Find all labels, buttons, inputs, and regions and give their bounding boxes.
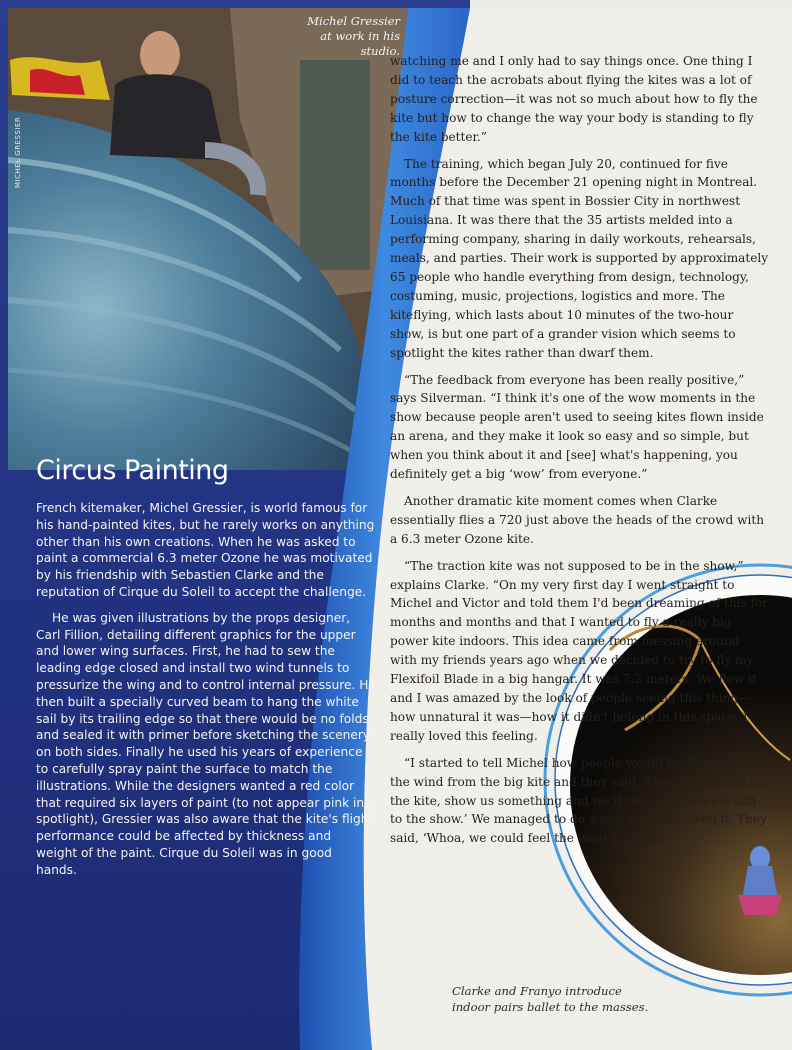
article-paragraph: “The traction kite was not supposed to be in the show,” explains Clarke. “On my very first day I went straight to Michel and Victor and told them I'd been dreaming of this for months and months and that I wanted to fly a really big power kite indoors. This idea came from messing around with my friends years ago when we decided to try to fly my Flexifoil Blade in a big hangar. It was 7.2 meters. We flew it and I was amazed by the look of people seeing this thing—how unnatural it was—how it didn't belong in this space. I really loved this feeling. xyxy=(390,558,769,743)
photo-credit-text: MICHEL GRESSIER xyxy=(14,116,22,188)
photo-caption-top: Michel Gressier at work in his studio. xyxy=(307,14,400,58)
article-paragraph: “The feedback from everyone has been really positive,” says Silverman. “I think it's one of the wow moments in the show because people aren't used to seeing kites flown inside an arena, and they make it look so easy and so simple, but when you think about it and [see] what's happening, you definitely get a big ‘wow’ from everyone.” xyxy=(390,372,764,482)
article-paragraph: Another dramatic kite moment comes when Clarke essentially flies a 720 just above the heads of the crowd with a 6.3 meter Ozone kite. xyxy=(390,493,764,546)
article-paragraph: “I started to tell Michel how people would be able to feel the wind from the big kite and they said, ‘Okay, if you find us the kite, show us something and we'll see...maybe we'll add to the show.’ We managed to do a test and they loved it. They said, ‘Whoa, we could feel the wind from the xyxy=(390,755,767,846)
sidebar-heading: Circus Painting xyxy=(36,455,229,486)
article-paragraph: watching me and I only had to say things once. One thing I did to teach the acrobats about flying the kites was a lot of posture correction—it was not so much about how to fly the kite but how to change the way your body is standing to fly the kite better.” xyxy=(390,54,758,144)
sidebar-paragraph: He was given illustrations by the props designer, Carl Fillion, detailing different graphics for the upper and lower wing surfaces. First, he had to sew the leading edge closed and install two wind tunnels to pressurize the wing and to control internal pressure. He then built a specially curved beam to hang the white sail by its trailing edge so that there would be no folds and sealed it with primer before sketching the scenery on both sides. Finally he used his years of experience to carefully spray paint the surface to match the illustrations. While the designers wanted a red color that required six layers of paint (to not appear pink in a spotlight), Gressier was also aware that the kite's flight performance could be affected by thickness and weight of the paint. Cirque du Soleil was in good hands. xyxy=(36,610,376,877)
article-body xyxy=(390,52,770,856)
sidebar-body xyxy=(36,500,376,879)
photo-caption-bottom: Clarke and Franyo introduce indoor pairs ballet to the masses. xyxy=(452,984,649,1014)
article-paragraph: The training, which began July 20, continued for five months before the December 21 opening night in Montreal. Much of that time was spent in Bossier City in northwest Louisiana. It was there that the 35 artists melded into a performing company, sharing in daily workouts, rehearsals, meals, and parties. Their work is supported by approximately 65 people who handle everything from design, technology, costuming, music, projections, logistics and more. The kiteflying, which lasts about 10 minutes of the two-hour show, is but one part of a grander vision which seems to spotlight the kites rather than dwarf them. xyxy=(390,156,769,360)
studio-photo xyxy=(8,8,408,470)
sidebar-paragraph: French kitemaker, Michel Gressier, is world famous for his hand-painted kites, but he rarely works on anything other than his own creations. When he was asked to paint a commercial 6.3 meter Ozone he was motivated by his friendship with Sebastien Clarke and the reputation of Cirque du Soleil to accept the challenge. xyxy=(36,501,375,599)
photo-credit xyxy=(14,108,28,188)
